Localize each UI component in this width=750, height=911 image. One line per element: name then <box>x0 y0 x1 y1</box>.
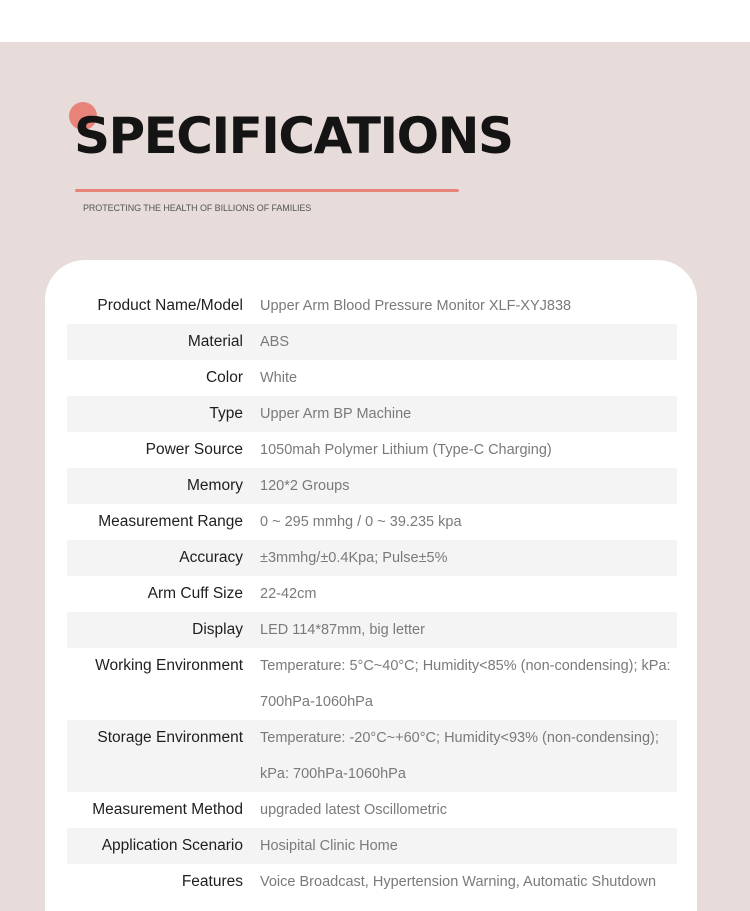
spec-row-accuracy <box>67 540 677 576</box>
spec-label: Power Source <box>145 441 243 458</box>
spec-label: Application Scenario <box>101 837 243 854</box>
spec-value: upgraded latest Oscillometric <box>260 802 447 818</box>
spec-row-application-scenario <box>67 828 677 864</box>
spec-row-memory <box>67 468 677 504</box>
spec-value: Temperature: 5°C~40°C; Humidity<85% (non-condensing); kPa: 700hPa-1060hPa <box>260 658 671 710</box>
spec-value: Temperature: -20°C~+60°C; Humidity<93% (non-condensing); kPa: 700hPa-1060hPa <box>260 730 659 782</box>
spec-label: Accuracy <box>179 549 243 566</box>
spec-value: ±3mmhg/±0.4Kpa; Pulse±5% <box>260 550 448 566</box>
spec-value: Upper Arm BP Machine <box>260 406 412 422</box>
spec-row-display <box>67 612 677 648</box>
spec-value: LED 114*87mm, big letter <box>260 622 425 638</box>
spec-value: 1050mah Polymer Lithium (Type-C Charging) <box>260 442 552 458</box>
spec-value: ABS <box>260 334 290 350</box>
spec-label: Measurement Method <box>92 801 243 818</box>
spec-row-type <box>67 396 677 432</box>
spec-value: White <box>260 370 298 386</box>
spec-label: Working Environment <box>95 657 243 674</box>
page-subtitle: PROTECTING THE HEALTH OF BILLIONS OF FAMILIES <box>83 203 312 213</box>
spec-row-measurement-method <box>67 792 677 828</box>
spec-row-features <box>67 864 677 900</box>
spec-label: Type <box>209 405 243 422</box>
spec-value: Voice Broadcast, Hypertension Warning, Automatic Shutdown <box>260 874 657 890</box>
spec-value: 22-42cm <box>260 586 317 602</box>
spec-value: 0 ~ 295 mmhg / 0 ~ 39.235 kpa <box>260 514 462 530</box>
spec-row-product-name <box>67 288 677 324</box>
spec-label: Product Name/Model <box>97 297 243 314</box>
spec-label: Material <box>187 333 243 350</box>
spec-label: Display <box>192 621 243 638</box>
spec-row-working-environment <box>67 648 677 720</box>
spec-row-material <box>67 324 677 360</box>
spec-label: Storage Environment <box>97 729 243 746</box>
spec-row-storage-environment <box>67 720 677 792</box>
spec-label: Memory <box>187 477 243 494</box>
top-strip <box>0 0 750 42</box>
title-underline <box>75 189 459 192</box>
spec-row-color <box>67 360 677 396</box>
spec-row-arm-cuff-size <box>67 576 677 612</box>
spec-label: Arm Cuff Size <box>147 585 243 602</box>
spec-label: Color <box>205 369 243 386</box>
spec-value: Upper Arm Blood Pressure Monitor XLF-XYJ838 <box>260 298 572 314</box>
spec-row-power-source <box>67 432 677 468</box>
spec-row-measurement-range <box>67 504 677 540</box>
spec-label: Features <box>181 873 243 890</box>
spec-table <box>67 288 677 900</box>
spec-value: 120*2 Groups <box>260 478 350 494</box>
spec-label: Measurement Range <box>98 513 243 530</box>
page-title: SPECIFICATIONS <box>74 107 513 165</box>
spec-value: Hosipital Clinic Home <box>260 838 398 854</box>
